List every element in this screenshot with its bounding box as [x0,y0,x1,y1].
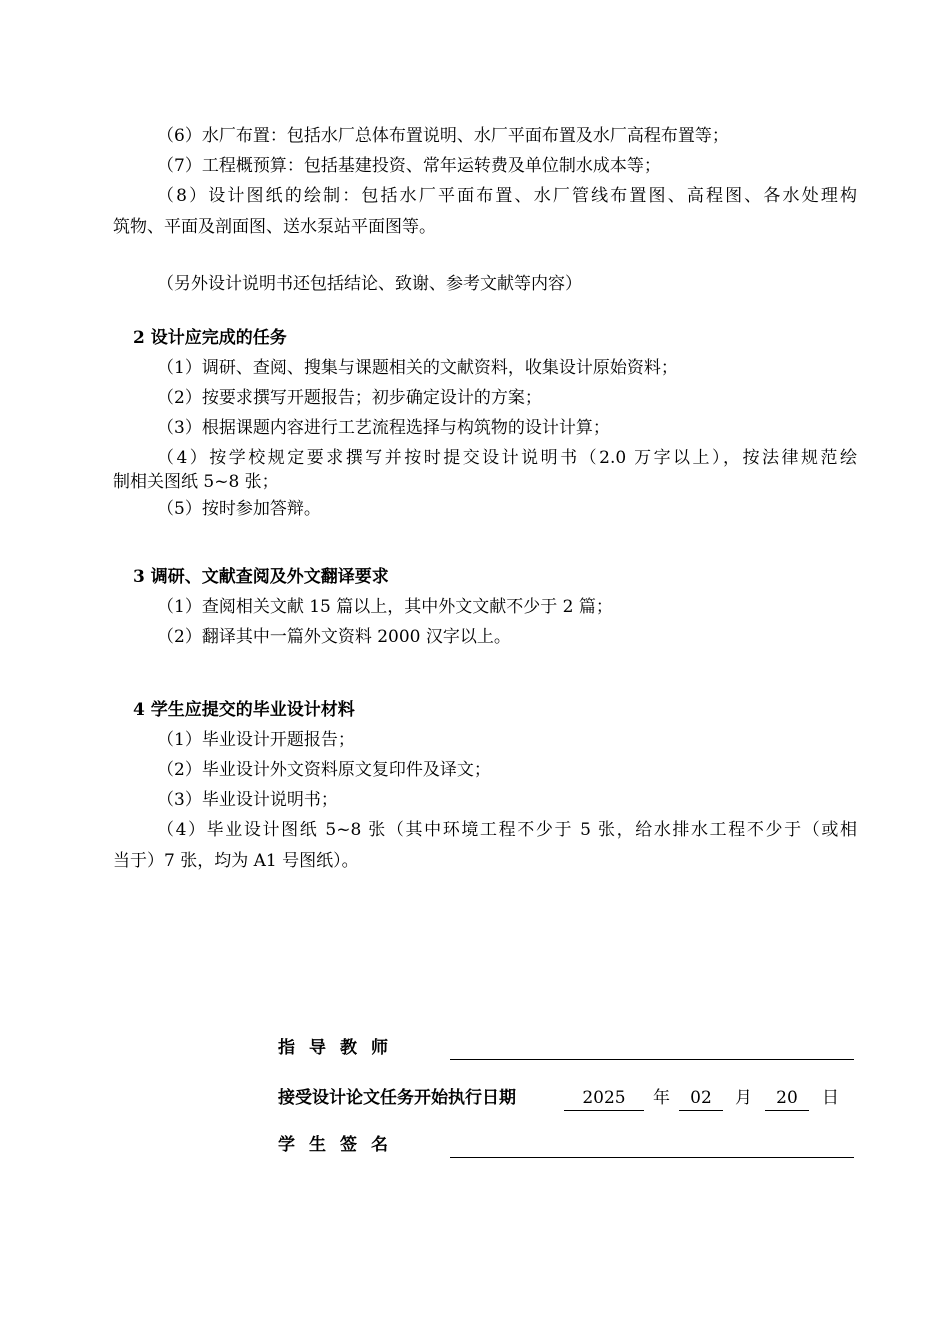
student-signature-label: 学生签名 [278,1135,402,1155]
list-item: （3）毕业设计说明书； [157,790,338,810]
list-item: （6）水厂布置：包括水厂总体布置说明、水厂平面布置及水厂高程布置等； [157,126,729,146]
start-date-label: 接受设计论文任务开始执行日期 [278,1088,516,1108]
year-value[interactable]: 2025 [582,1088,626,1108]
list-item: （1）调研、查阅、搜集与课题相关的文献资料，收集设计原始资料； [157,358,678,378]
list-item: （1）查阅相关文献 15 篇以上，其中外文文献不少于 2 篇； [157,597,613,617]
day-value[interactable]: 20 [776,1088,798,1108]
section-heading: 2 设计应完成的任务 [133,328,287,348]
month-unit: 月 [735,1088,752,1108]
list-item: （5）按时参加答辩。 [157,499,321,519]
advisor-signature-line[interactable] [450,1058,854,1060]
year-unit: 年 [653,1088,670,1108]
student-signature-line[interactable] [450,1156,854,1158]
list-item: （4）毕业设计图纸 5~8 张（其中环境工程不少于 5 张，给水排水工程不少于（或相 [157,820,857,840]
list-item: （1）毕业设计开题报告； [157,730,355,750]
list-item: （2）毕业设计外文资料原文复印件及译文； [157,760,491,780]
list-item-continuation: 制相关图纸 5~8 张； [113,472,279,492]
year-underline [564,1109,644,1111]
month-underline [679,1109,723,1111]
list-item: （4）按学校规定要求撰写并按时提交设计说明书（2.0 万字以上），按法律规范绘 [157,448,857,468]
list-item-continuation: 当于）7 张，均为 A1 号图纸）。 [113,851,359,871]
day-underline [765,1109,809,1111]
day-unit: 日 [822,1088,839,1108]
note-text: （另外设计说明书还包括结论、致谢、参考文献等内容） [157,274,582,294]
section-heading: 3 调研、文献查阅及外文翻译要求 [133,567,389,587]
month-value[interactable]: 02 [690,1088,712,1108]
list-item-continuation: 筑物、平面及剖面图、送水泵站平面图等。 [113,217,436,237]
list-item: （2）按要求撰写开题报告；初步确定设计的方案； [157,388,542,408]
section-heading: 4 学生应提交的毕业设计材料 [133,700,355,720]
list-item: （8）设计图纸的绘制：包括水厂平面布置、水厂管线布置图、高程图、各水处理构 [157,186,857,206]
list-item: （2）翻译其中一篇外文资料 2000 汉字以上。 [157,627,511,647]
advisor-label: 指导教师 [278,1038,402,1058]
list-item: （3）根据课题内容进行工艺流程选择与构筑物的设计计算； [157,418,610,438]
list-item: （7）工程概预算：包括基建投资、常年运转费及单位制水成本等； [157,156,661,176]
